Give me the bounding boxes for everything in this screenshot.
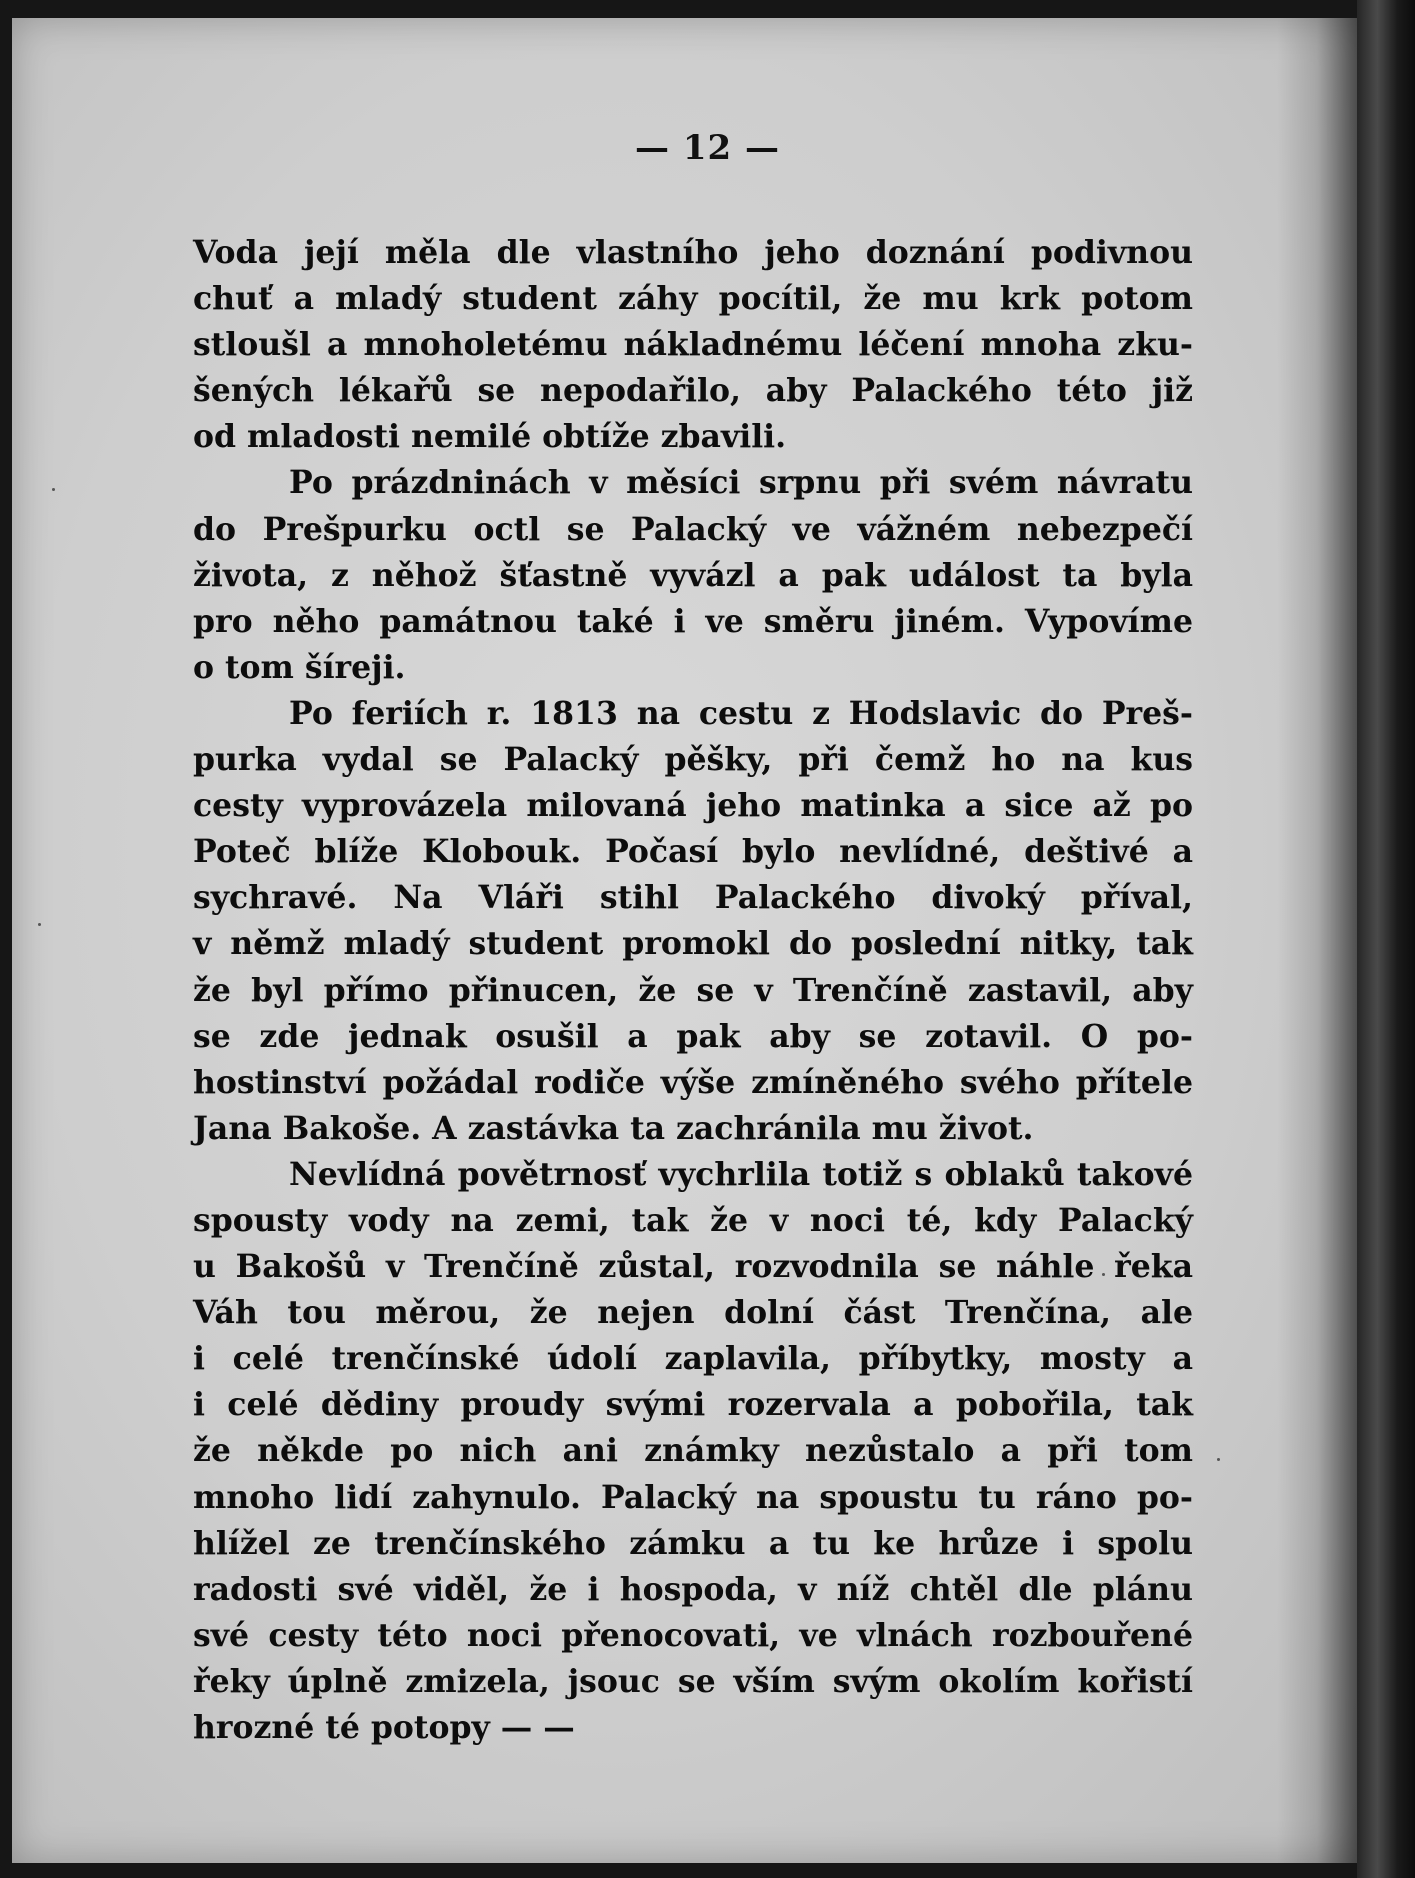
text-line: mnoho lidí zahynulo. Palacký na spoustu tu ráno po- xyxy=(193,1478,1193,1516)
text-line: že někde po nich ani známky nezůstalo a při tom xyxy=(193,1432,1193,1470)
text-line: Po feriích r. 1813 na cestu z Hodslavic do Preš- xyxy=(289,694,1193,732)
print-speck xyxy=(38,923,41,926)
text-line: své cesty této noci přenocovati, ve vlnách rozbouřené xyxy=(193,1616,1193,1654)
text-line: Po prázdninách v měsíci srpnu při svém návratu xyxy=(289,464,1193,502)
text-line: od mladosti nemilé obtíže zbavili. xyxy=(193,418,787,456)
text-line: Poteč blíže Klobouk. Počasí bylo nevlídné, deštivé a xyxy=(193,833,1193,871)
text-line: Váh tou měrou, že nejen dolní část Trenčína, ale xyxy=(193,1294,1193,1332)
text-line: purka vydal se Palacký pěšky, při čemž ho na kus xyxy=(193,741,1193,779)
text-line: se zde jednak osušil a pak aby se zotavil. O po- xyxy=(193,1017,1193,1055)
book-binding xyxy=(1357,0,1415,1878)
text-line: u Bakošů v Trenčíně zůstal, rozvodnila se náhle řeka xyxy=(193,1248,1193,1286)
text-line: Nevlídná povětrnosť vychrlila totiž s oblaků takové xyxy=(289,1155,1193,1193)
page-edge-shadow xyxy=(1277,18,1357,1863)
text-line: i celé trenčínské údolí zaplavila, příbytky, mosty a xyxy=(193,1340,1193,1378)
text-line: hlížel ze trenčínského zámku a tu ke hrůze i spolu xyxy=(193,1524,1193,1562)
text-line: hostinství požádal rodiče výše zmíněného svého přítele xyxy=(193,1063,1193,1101)
text-line: spousty vody na zemi, tak že v noci té, kdy Palacký xyxy=(193,1201,1193,1239)
text-line: hrozné té potopy — — xyxy=(193,1709,575,1746)
text-line: Jana Bakoše. A zastávka ta zachránila mu život. xyxy=(193,1109,1034,1147)
body-text xyxy=(193,230,1193,1751)
text-line: sychravé. Na Vláři stihl Palackého divoký příval, xyxy=(193,879,1193,917)
text-line: do Prešpurku octl se Palacký ve vážném nebezpečí xyxy=(193,510,1193,548)
text-line: stloušl a mnoholetému nákladnému léčení mnoha zku- xyxy=(193,326,1193,364)
text-line: řeky úplně zmizela, jsouc se vším svým okolím kořistí xyxy=(193,1662,1193,1700)
text-line: života, z něhož šťastně vyvázl a pak událost ta byla xyxy=(193,556,1193,594)
text-line: radosti své viděl, že i hospoda, v níž chtěl dle plánu xyxy=(193,1570,1193,1608)
text-line: o tom šíreji. xyxy=(193,648,406,686)
print-speck xyxy=(52,488,55,491)
page-number: — 12 — xyxy=(635,128,780,168)
text-line: pro něho památnou také i ve směru jiném. Vypovíme xyxy=(193,602,1193,640)
text-line: cesty vyprovázela milovaná jeho matinka a sice až po xyxy=(193,787,1193,825)
text-line: šených lékařů se nepodařilo, aby Palackého této již xyxy=(193,372,1193,410)
text-line: Voda její měla dle vlastního jeho doznání podivnou xyxy=(193,234,1193,271)
print-speck xyxy=(1217,1458,1220,1461)
text-line: chuť a mladý student záhy pocítil, že mu krk potom xyxy=(193,280,1193,318)
text-line: v němž mladý student promokl do poslední nitky, tak xyxy=(193,925,1193,963)
text-line: že byl přímo přinucen, že se v Trenčíně zastavil, aby xyxy=(193,971,1193,1009)
text-line: i celé dědiny proudy svými rozervala a pobořila, tak xyxy=(193,1386,1193,1424)
